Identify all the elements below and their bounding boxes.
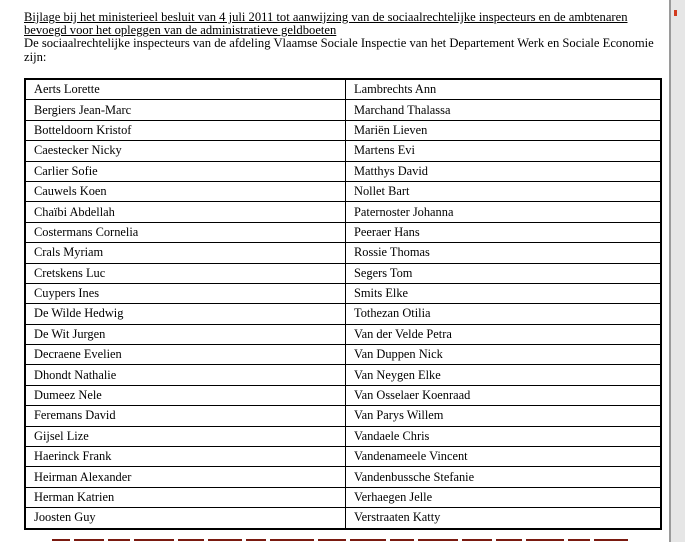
table-row [25, 181, 661, 201]
viewer-scrollbar[interactable] [669, 0, 685, 542]
scroll-marker [674, 10, 677, 16]
name-cell-right: Tothezan Otilia [346, 304, 662, 324]
name-cell-left: Cauwels Koen [25, 181, 346, 201]
name-cell-left: Cretskens Luc [25, 263, 346, 283]
name-cell-left: Crals Myriam [25, 243, 346, 263]
name-cell-right: Verstraaten Katty [346, 508, 662, 529]
name-cell-right: Vandenbussche Stefanie [346, 467, 662, 487]
table-row [25, 283, 661, 303]
table-row [25, 345, 661, 365]
name-cell-left: De Wit Jurgen [25, 324, 346, 344]
table-row [25, 141, 661, 161]
annex-title-line-1: Bijlage bij het ministerieel besluit van 4 juli 2011 tot aanwijzing van de sociaalrechtelijke inspecteurs en de ambtenaren [24, 10, 628, 24]
annex-title-line-2: bevoegd voor het opleggen van de administratieve geldboeten [24, 23, 337, 38]
name-cell-left: Dhondt Nathalie [25, 365, 346, 385]
name-cell-left: Caestecker Nicky [25, 141, 346, 161]
name-cell-left: Aerts Lorette [25, 79, 346, 100]
name-cell-left: Carlier Sofie [25, 161, 346, 181]
name-cell-left: Joosten Guy [25, 508, 346, 529]
scrollbar-edge [669, 0, 671, 542]
name-cell-left: Costermans Cornelia [25, 222, 346, 242]
table-row [25, 243, 661, 263]
name-cell-right: Nollet Bart [346, 181, 662, 201]
name-cell-right: Vandenameele Vincent [346, 447, 662, 467]
name-cell-right: Peeraer Hans [346, 222, 662, 242]
table-row [25, 100, 661, 120]
table-row [25, 406, 661, 426]
table-row [25, 447, 661, 467]
table-row [25, 324, 661, 344]
name-cell-left: Haerinck Frank [25, 447, 346, 467]
document-heading [24, 11, 664, 64]
name-cell-left: Decraene Evelien [25, 345, 346, 365]
name-cell-right: Martens Evi [346, 141, 662, 161]
name-cell-left: Bergiers Jean-Marc [25, 100, 346, 120]
name-cell-right: Van der Velde Petra [346, 324, 662, 344]
name-cell-left: Heirman Alexander [25, 467, 346, 487]
table-row [25, 426, 661, 446]
name-cell-left: Herman Katrien [25, 487, 346, 507]
table-row [25, 263, 661, 283]
name-cell-left: Feremans David [25, 406, 346, 426]
table-row [25, 222, 661, 242]
name-cell-right: Van Duppen Nick [346, 345, 662, 365]
name-cell-right: Van Neygen Elke [346, 365, 662, 385]
table-row [25, 487, 661, 507]
inspectors-table-body [25, 79, 661, 529]
intro-paragraph: De sociaalrechtelijke inspecteurs van de afdeling Vlaamse Sociale Inspectie van het Departement Werk en Sociale Economie zijn: [24, 36, 654, 64]
name-cell-right: Matthys David [346, 161, 662, 181]
name-cell-right: Verhaegen Jelle [346, 487, 662, 507]
name-cell-right: Van Parys Willem [346, 406, 662, 426]
name-cell-left: Cuypers Ines [25, 283, 346, 303]
table-row [25, 120, 661, 140]
name-cell-right: Paternoster Johanna [346, 202, 662, 222]
name-cell-right: Segers Tom [346, 263, 662, 283]
table-row [25, 202, 661, 222]
table-row [25, 304, 661, 324]
name-cell-right: Vandaele Chris [346, 426, 662, 446]
name-cell-right: Marchand Thalassa [346, 100, 662, 120]
name-cell-left: De Wilde Hedwig [25, 304, 346, 324]
name-cell-left: Gijsel Lize [25, 426, 346, 446]
table-row [25, 508, 661, 529]
name-cell-left: Dumeez Nele [25, 385, 346, 405]
table-row [25, 385, 661, 405]
table-row [25, 467, 661, 487]
table-row [25, 161, 661, 181]
table-row [25, 365, 661, 385]
name-cell-left: Botteldoorn Kristof [25, 120, 346, 140]
name-cell-left: Chaïbi Abdellah [25, 202, 346, 222]
name-cell-right: Lambrechts Ann [346, 79, 662, 100]
inspectors-table [24, 78, 662, 530]
name-cell-right: Mariën Lieven [346, 120, 662, 140]
name-cell-right: Smits Elke [346, 283, 662, 303]
name-cell-right: Rossie Thomas [346, 243, 662, 263]
table-row [25, 79, 661, 100]
name-cell-right: Van Osselaer Koenraad [346, 385, 662, 405]
